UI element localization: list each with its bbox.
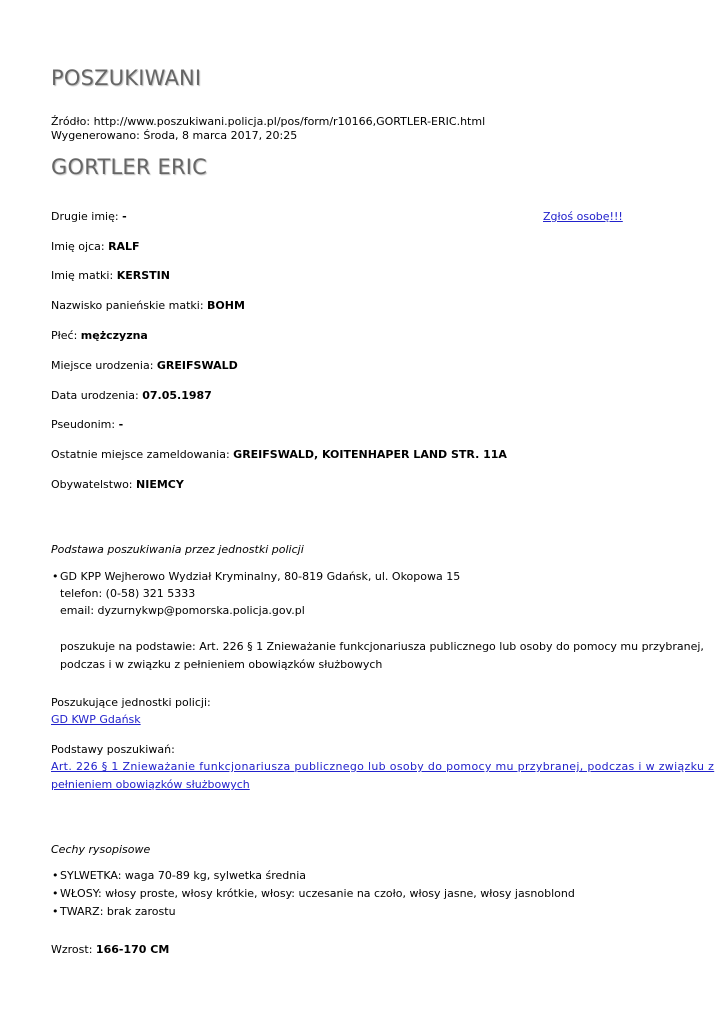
generated-label: Wygenerowano:	[51, 129, 140, 142]
page-title: POSZUKIWANI	[51, 66, 202, 90]
searching-unit-link[interactable]: GD KWP Gdańsk	[51, 713, 141, 726]
field-citizenship	[51, 476, 184, 493]
field-label: Data urodzenia:	[51, 389, 139, 402]
field-value: BOHM	[207, 299, 245, 312]
field-value: GREIFSWALD, KOITENHAPER LAND STR. 11A	[233, 448, 507, 461]
person-name: GORTLER ERIC	[51, 155, 208, 179]
source-label: Źródło:	[51, 115, 91, 128]
search-basis-text-cont: podczas i w związku z pełnieniem obowiązków służbowych	[60, 658, 383, 671]
field-label: Nazwisko panieńskie matki:	[51, 299, 204, 312]
search-grounds-link[interactable]: Art. 226 § 1 Znieważanie funkcjonariusza publicznego lub osoby do pomocy mu przybranej, podczas i w związku z	[51, 760, 715, 773]
field-nickname	[51, 416, 123, 433]
field-value: -	[122, 210, 127, 223]
field-middle-name	[51, 208, 127, 225]
feature-item: • SYLWETKA: waga 70-89 kg, sylwetka średnia	[60, 867, 306, 884]
field-label: Drugie imię:	[51, 210, 119, 223]
height-line	[51, 941, 169, 958]
search-basis-text: poszukuje na podstawie: Art. 226 § 1 Znieważanie funkcjonariusza publicznego lub osoby do pomocy mu przybranej,	[60, 640, 704, 653]
features-heading: Cechy rysopisowe	[51, 843, 151, 856]
field-birthdate	[51, 387, 212, 404]
field-label: Imię ojca:	[51, 240, 105, 253]
field-value: KERSTIN	[116, 269, 170, 282]
field-mother-maiden-name	[51, 297, 245, 314]
field-value: NIEMCY	[136, 478, 184, 491]
report-person-link[interactable]: Zgłoś osobę!!!	[543, 210, 623, 223]
search-grounds-label: Podstawy poszukiwań:	[51, 743, 175, 756]
height-value: 166-170 CM	[95, 943, 170, 956]
field-label: Płeć:	[51, 329, 78, 342]
height-label: Wzrost:	[51, 943, 93, 956]
field-label: Pseudonim:	[51, 418, 116, 431]
field-value: mężczyzna	[80, 329, 148, 342]
field-father-name	[51, 238, 140, 255]
basis-heading: Podstawa poszukiwania przez jednostki policji	[51, 543, 304, 556]
police-unit-phone: telefon: (0-58) 321 5333	[60, 587, 196, 600]
field-label: Ostatnie miejsce zameldowania:	[51, 448, 230, 461]
police-unit-email: email: dyzurnykwp@pomorska.policja.gov.pl	[60, 604, 305, 617]
field-label: Imię matki:	[51, 269, 114, 282]
source-url: http://www.poszukiwani.policja.pl/pos/form/r10166,GORTLER-ERIC.html	[93, 115, 486, 128]
generated-value: Środa, 8 marca 2017, 20:25	[143, 129, 298, 142]
police-unit-item: • GD KPP Wejherowo Wydział Kryminalny, 80-819 Gdańsk, ul. Okopowa 15	[60, 568, 460, 585]
field-value: 07.05.1987	[142, 389, 212, 402]
feature-item: • WŁOSY: włosy proste, włosy krótkie, włosy: uczesanie na czoło, włosy jasne, włosy jasnoblond	[60, 885, 575, 902]
field-value: RALF	[108, 240, 140, 253]
search-grounds-link-cont[interactable]: pełnieniem obowiązków służbowych	[51, 778, 250, 791]
searching-units-label: Poszukujące jednostki policji:	[51, 696, 211, 709]
field-value: -	[118, 418, 124, 431]
field-birthplace	[51, 357, 238, 374]
feature-item: • TWARZ: brak zarostu	[60, 903, 176, 920]
field-value: GREIFSWALD	[156, 359, 238, 372]
field-label: Obywatelstwo:	[51, 478, 133, 491]
field-last-residence	[51, 446, 507, 463]
field-mother-name	[51, 267, 170, 284]
generated-line	[51, 127, 297, 144]
field-label: Miejsce urodzenia:	[51, 359, 154, 372]
field-sex	[51, 327, 148, 344]
